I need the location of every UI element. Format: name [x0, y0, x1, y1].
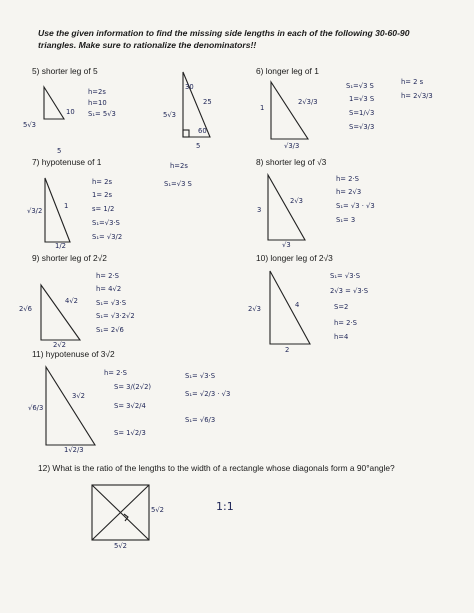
p5-work-line: S₁= 5√3 [88, 110, 116, 118]
p6-work-line: h= 2 s [401, 78, 424, 86]
triangle-11 [46, 367, 95, 445]
p6-work-line: S=√3/3 [349, 123, 375, 131]
p8-long-label: 3 [257, 206, 262, 214]
p9-work-line: h= 4√2 [96, 285, 122, 293]
rectangle-12 [92, 485, 149, 540]
p7-hyp-label: 1 [64, 202, 69, 210]
p7-short-label: 1/2 [55, 242, 66, 250]
p12-side-label: 5√2 [151, 506, 164, 514]
p5-long-label: 5√3 [23, 121, 36, 129]
p6-work-line: 1=√3 S [349, 95, 375, 103]
p10-work-line: h=4 [334, 333, 349, 341]
p5b-hyp-label: 25 [203, 98, 212, 106]
p12-base-label: 5√2 [114, 542, 127, 550]
p6-work-line: S=1/√3 [349, 109, 375, 117]
p10-long-label: 2√3 [248, 305, 261, 313]
p11-work-line: S₁= √2/3 · √3 [185, 390, 231, 398]
p5b-side-label: 5√3 [163, 111, 176, 119]
triangle-6 [271, 82, 308, 139]
p5-short-label: 5 [57, 147, 62, 155]
p7-work-line: 1= 2s [92, 191, 113, 199]
p8-work-line: S₁= √3 · √3 [336, 202, 375, 210]
p6-work-line: h= 2√3/3 [401, 92, 433, 100]
p6-hyp-label: 2√3/3 [298, 98, 318, 106]
p10-short-label: 2 [285, 346, 290, 354]
p8-work-line: S₁= 3 [336, 216, 356, 224]
problem-5-label: 5) shorter leg of 5 [32, 66, 98, 76]
p6-work-line: S₁=√3 S [346, 82, 374, 90]
p7-work-line: S₁=√3·S [92, 219, 120, 227]
p11-long-label: √6/3 [28, 404, 44, 412]
p11-work-line: S= 1√2/3 [114, 429, 146, 437]
p10-work-line: S=2 [334, 303, 349, 311]
p10-work-line: h= 2·S [334, 319, 357, 327]
p6-short-label: √3/3 [284, 142, 300, 150]
triangle-7 [45, 178, 70, 242]
p5-work-line: h=2s [88, 88, 106, 96]
p11-hyp-label: 3√2 [72, 392, 85, 400]
problem-8-label: 8) shorter leg of √3 [256, 157, 327, 167]
p11-work-line: S₁= √6/3 [185, 416, 216, 424]
p8-work-line: h= 2√3 [336, 188, 362, 196]
problem-12-label: 12) What is the ratio of the lengths to the width of a rectangle whose diagonals form a 90°angle? [38, 463, 395, 473]
p5b-angle-60: 60 [198, 127, 207, 135]
p11-work-line: h= 2·S [104, 369, 127, 377]
instructions-heading: Use the given information to find the missing side lengths in each of the following 30-60-90 triangles. Make sure to rationalize the denominators!! [38, 28, 410, 50]
p11-short-label: 1√2/3 [64, 446, 84, 454]
p7-long-label: √3/2 [27, 207, 43, 215]
triangle-8 [268, 175, 305, 240]
p10-work-line: 2√3 = √3·S [330, 287, 369, 295]
p7-work-line: s= 1/2 [92, 205, 115, 213]
p9-work-line: S₁= √3·2√2 [96, 312, 135, 320]
problem-11-label: 11) hypotenuse of 3√2 [32, 349, 115, 359]
p11-work-line: S= 3/(2√2) [114, 383, 152, 391]
triangle-10 [270, 271, 310, 344]
problem-10-label: 10) longer leg of 2√3 [256, 253, 333, 263]
p9-work-line: S₁= √3·S [96, 299, 127, 307]
p9-work-line: S₁= 2√6 [96, 326, 124, 334]
p5b-base-label: 5 [196, 142, 201, 150]
p12-answer: 1:1 [216, 500, 234, 513]
p8-short-label: √3 [282, 241, 291, 249]
p5-hyp-label: 10 [66, 108, 75, 116]
p11-work-line: S₁= √3·S [185, 372, 216, 380]
problem-9-label: 9) shorter leg of 2√2 [32, 253, 107, 263]
p5b-work-line: h=2s [170, 162, 188, 170]
p5-work-line: h=10 [88, 99, 107, 107]
p7-work-line: S₁= √3/2 [92, 233, 123, 241]
p9-short-label: 2√2 [53, 341, 66, 349]
triangle-9 [41, 285, 80, 340]
p6-long-label: 1 [260, 104, 265, 112]
problem-7-label: 7) hypotenuse of 1 [32, 157, 102, 167]
triangle-5 [44, 87, 64, 119]
p10-hyp-label: 4 [295, 301, 300, 309]
p7-work-line: h= 2s [92, 178, 113, 186]
p5b-work-line: S₁=√3 S [164, 180, 192, 188]
problem-6-label: 6) longer leg of 1 [256, 66, 319, 76]
p9-work-line: h= 2·S [96, 272, 119, 280]
p8-work-line: h= 2·S [336, 175, 359, 183]
p5b-angle-30: 30 [185, 83, 194, 91]
p8-hyp-label: 2√3 [290, 197, 303, 205]
p11-work-line: S= 3√2/4 [114, 402, 146, 410]
p9-long-label: 2√6 [19, 305, 32, 313]
p9-hyp-label: 4√2 [65, 297, 78, 305]
p10-work-line: S₁= √3·S [330, 272, 361, 280]
